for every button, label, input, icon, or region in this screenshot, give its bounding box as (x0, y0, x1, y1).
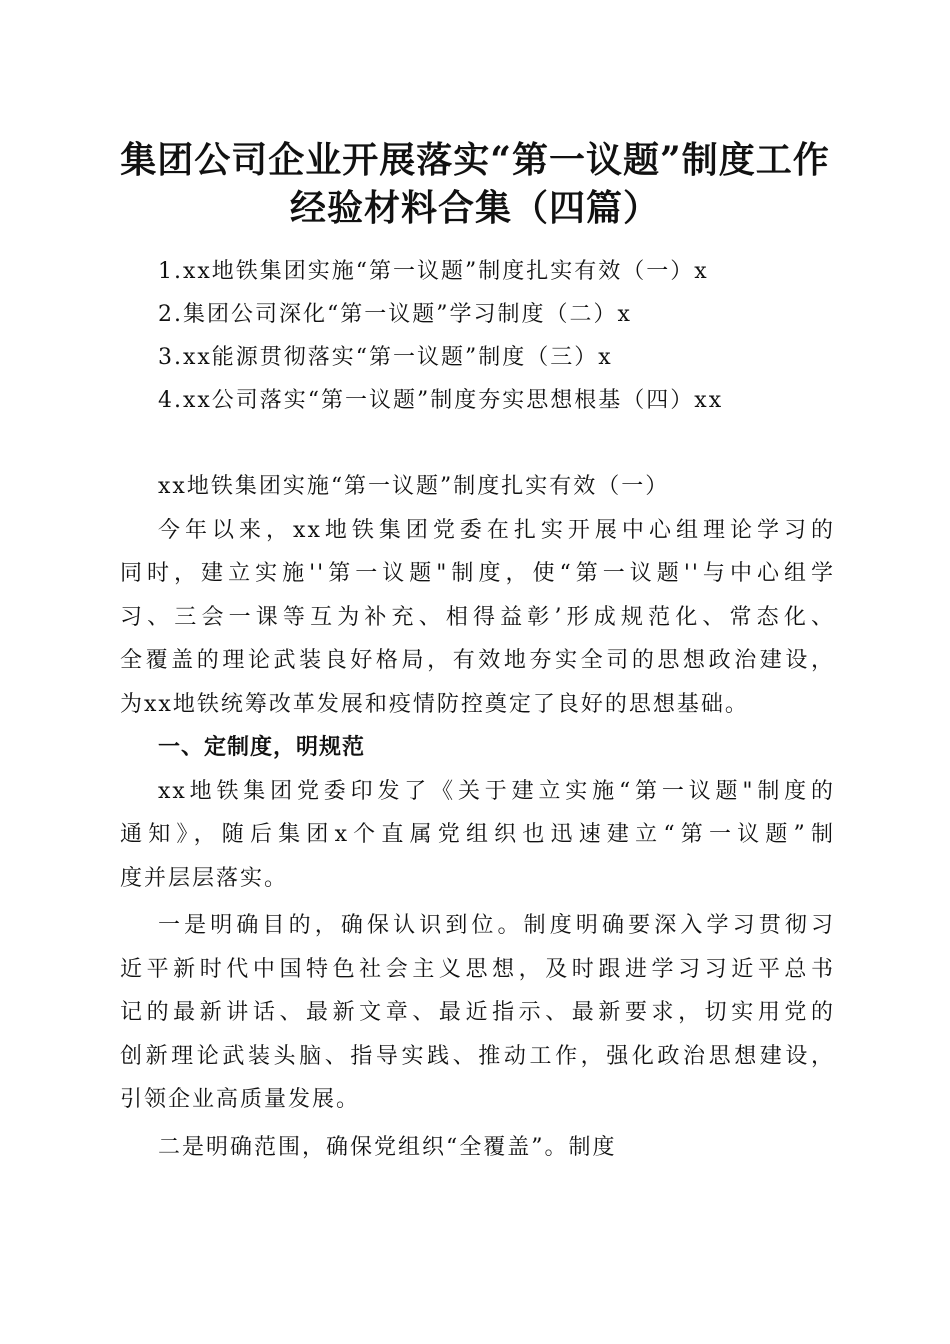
paragraph-line: 引领企业高质量发展。 (120, 1087, 361, 1112)
paragraph-line: 创新理论武装头脑、指导实践、推动工作，强化政治思想建设， (120, 1043, 835, 1069)
toc-item: 1.xx地铁集团实施“第一议题”制度扎实有效（一）x (158, 259, 709, 284)
paragraph-line: 二是明确范围，确保党组织“全覆盖”。制度 (158, 1134, 617, 1160)
article-body (120, 465, 835, 1169)
paragraph-line: 全覆盖的理论武装良好格局，有效地夯实全司的思想政治建设， (120, 648, 835, 673)
toc-item: 3.xx能源贯彻落实“第一议题”制度（三）x (158, 345, 613, 370)
paragraph-line: 度并层层落实。 (120, 865, 289, 891)
paragraph-line: 通知》，随后集团x个直属党组织也迅速建立“第一议题”制 (120, 822, 835, 847)
paragraph-line: 一是明确目的，确保认识到位。制度明确要深入学习贯彻习 (158, 913, 835, 938)
table-of-contents (158, 250, 858, 422)
section-heading: 一、定制度，明规范 (158, 735, 366, 760)
article-title: xx地铁集团实施“第一议题”制度扎实有效（一） (158, 474, 670, 499)
paragraph-line: xx地铁集团党委印发了《关于建立实施“第一议题"制度的 (158, 778, 835, 804)
toc-item: 2.集团公司深化“第一议题”学习制度（二）x (158, 302, 632, 327)
document-title-line-1: 集团公司企业开展落实“第一议题”制度工作 (120, 139, 830, 181)
document-title-line-2: 经验材料合集（四篇） (289, 187, 660, 229)
paragraph-line: 今年以来，xx地铁集团党委在扎实开展中心组理论学习的 (158, 517, 835, 543)
paragraph-line: 同时，建立实施''第一议题"制度，使“第一议题''与中心组学 (120, 561, 835, 586)
paragraph-line: 为xx地铁统筹改革发展和疫情防控奠定了良好的思想基础。 (120, 691, 749, 717)
paragraph-line: 近平新时代中国特色社会主义思想，及时跟进学习习近平总书 (120, 956, 835, 982)
toc-item: 4.xx公司落实“第一议题”制度夯实思想根基（四）xx (158, 388, 724, 413)
paragraph-line: 习、三会一课等互为补充、相得益彰’形成规范化、常态化、 (120, 604, 835, 630)
paragraph-line: 记的最新讲话、最新文章、最近指示、最新要求，切实用党的 (120, 1000, 835, 1025)
